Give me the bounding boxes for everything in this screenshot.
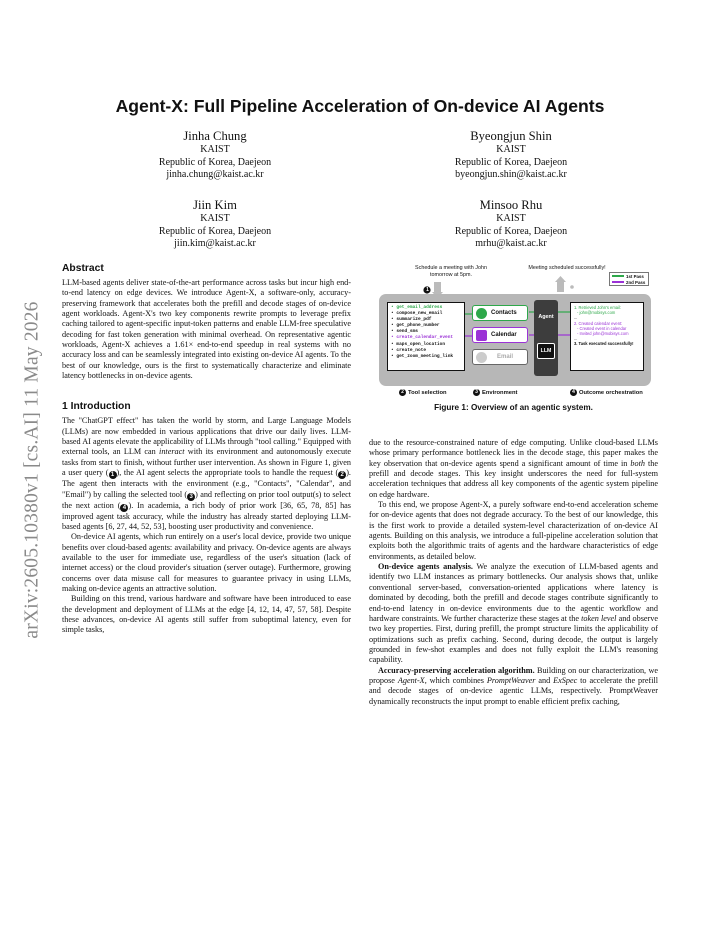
stage-label: 4 Outcome orchestration <box>570 389 643 396</box>
step-badge: 1 <box>109 471 117 479</box>
author-email: byeongjun.shin@kaist.ac.kr <box>455 169 567 181</box>
author-location: Republic of Korea, Daejeon <box>158 156 272 168</box>
figure-result-message: Meeting scheduled successfully! <box>528 265 606 271</box>
arxiv-stamp <box>18 260 48 680</box>
body-paragraph: To this end, we propose Agent-X, a purely software end-to-end acceleration scheme for on-device agents that does not degrade accuracy. To the best of our knowledge, this is the first work to provide a detailed system-level characterization of on-device AI agents. Building on this analysis, we introduce a full-pipeline acceleration solution that exploits both the algorithmic traits of agents and the hardware characteristics of edge environments, as detailed below. <box>369 500 658 561</box>
body-paragraph: On-device agents analysis. We analyze the execution of LLM-based agents and identify two LLM instances as primary bottlenecks. Our analysis shows that, unlike conventional server-based, conversation-oriented applications where latency is dominated by decoding, both the prefill and decode stages contribute significantly to end-to-end latency in on-device environments due to the agentic workflow and hardware constraints. We further characterize these stages at the token level and observe two key properties. First, during prefill, the prompt structure limits the applicability of optimizations such as prefix caching. Second, during decode, the output is largely grounded in few-shot examples and does not fully exploit the LLM's reasoning capability. <box>369 562 658 665</box>
email-icon <box>476 352 487 363</box>
paper-title: Agent-X: Full Pipeline Acceleration of On-device AI Agents <box>115 96 605 116</box>
outcome-line: - Created event in calendar <box>577 325 627 331</box>
author-location: Republic of Korea, Daejeon <box>454 225 568 237</box>
author-affiliation: KAIST <box>496 144 526 155</box>
author-name: Jinha Chung <box>183 129 247 143</box>
tool-item: • send_sms <box>391 329 419 335</box>
figure-user-query: Schedule a meeting with John tomorrow at 5pm. <box>415 265 487 278</box>
legend-entry: 2nd Pass <box>610 279 648 285</box>
author-affiliation: KAIST <box>496 213 526 224</box>
outcome-line: - john@mobisys.com <box>577 310 616 316</box>
abstract-text: LLM-based agents deliver state-of-the-art performance across tasks but incur high end-to-end latency on edge devices. We introduce Agent-X, a software-only, accuracy-preserving framework that accelerates both the prefill and decode stages of on-device agent workloads. Agent-X's two key components rewrite prompts to leverage prefix caching tailored to agent-specific input-token patterns and enable LLM-free speculative decoding for fast token generation with minimal overhead. On representative agentic workloads, Agent-X achieves a 1.61× end-to-end speedup in real systems with no accuracy loss and can be seamlessly integrated into existing on-device AI agents. To the best of our knowledge, ours is the first to systematically characterize and eliminate latency bottlenecks in on-device agents. <box>62 278 351 381</box>
agent-label: Agent <box>538 314 554 320</box>
llm-chip: LLM <box>537 343 555 359</box>
author-affiliation: KAIST <box>200 213 230 224</box>
author-block <box>85 128 345 182</box>
step-badge: 2 <box>338 471 346 479</box>
author-block <box>85 197 345 251</box>
outcome-line: 3. Task executed successfully! <box>574 341 634 347</box>
figure-caption: Figure 1: Overview of an agentic system. <box>434 403 593 412</box>
author-block <box>381 128 641 182</box>
intro-paragraph: Building on this trend, various hardware and software have been introduced to ease the development and deployment of LLMs at the edge [4, 12, 14, 47, 57, 58]. Despite these advances, on-device AI agents still suffer from suboptimal latency, even for simple tasks, <box>62 594 351 635</box>
contacts-icon <box>476 308 487 319</box>
env-contacts: Contacts <box>472 305 528 321</box>
step-badge: 1 <box>426 286 429 293</box>
intro-paragraph: The "ChatGPT effect" has taken the world by storm, and Large Language Models (LLMs) are now embedded in various applications that drive our daily lives. LLM-based AI agents elevate the applicability of LLMs through "tool calling." Equipped with external tools, an LLM can interact with its environment and autonomously execute tasks from start to finish, without further user intervention. As shown in Figure 1, given a user query ( 1 ), the AI agent selects the appropriate tools to handle the request ( 2 ). The agent then interacts with the environment (e.g., "Contacts", "Calendar", and "Email") by calling the selected tool ( 3 ) and reflecting on prior tool output(s) to select the next action ( 4 ). In academia, a rich body of prior work [36, 65, 78, 85] has improved agent task accuracy, while the industry has already started deploying LLM-based agents [6, 27, 44, 52, 53], boosting user productivity and convenience. <box>62 416 351 531</box>
tool-item: • create_calendar_event <box>391 335 454 341</box>
arxiv-stamp-text: arXiv:2605.10380v1 [cs.AI] 11 May 2026 <box>22 301 43 639</box>
stage-label: 2 Tool selection <box>399 389 447 396</box>
author-block <box>381 197 641 251</box>
right-column <box>369 438 658 707</box>
env-calendar: Calendar <box>472 327 528 343</box>
figure-1 <box>369 262 658 414</box>
abstract-heading: Abstract <box>62 263 104 274</box>
step-badge: 3 <box>187 493 195 501</box>
env-email: Email <box>472 349 528 365</box>
tool-item: • get_phone_number <box>391 323 440 329</box>
tool-item: • maps_open_location <box>391 341 446 347</box>
calendar-icon <box>476 330 487 341</box>
author-name: Byeongjun Shin <box>470 129 552 143</box>
outcome-line: 1. Retrieved John's email: <box>574 305 621 310</box>
tool-item: • get_zoom_meeting_link <box>391 353 454 359</box>
legend-entry: 1st Pass <box>610 273 648 279</box>
author-email: jinha.chung@kaist.ac.kr <box>166 169 264 181</box>
body-paragraph: Accuracy-preserving acceleration algorithm. Building on our characterization, we propose Agent-X, which combines PromptWeaver and ExSpec to accelerate the prefill and decode stages of on-device agentic LLMs, respectively. PromptWeaver dynamically reconstructs the input prompt to enable efficient prefix caching, <box>369 665 659 706</box>
intro-paragraph: On-device AI agents, which run entirely on a user's local device, provide two unique benefits over cloud-based agents: availability and privacy. On-device agents are always available to the user for immediate use, regardless of the user's situation (lack of internet access) or the cloud provider's situation (server outage). Furthermore, growing concerns over data misuse call for measures to guarantee privacy in using LLMs, making on-device agents an attractive solution. <box>62 532 351 593</box>
outcome-line: - Invited john@mobisys.com <box>577 331 629 337</box>
outcome-line: 2. Created calendar event: <box>574 320 623 326</box>
tool-item: • create_note <box>391 347 427 353</box>
author-email: jiin.kim@kaist.ac.kr <box>174 238 256 250</box>
step-badge: 4 <box>120 504 128 512</box>
figure-outcome-box <box>570 302 644 371</box>
author-location: Republic of Korea, Daejeon <box>454 156 568 168</box>
outcome-line: ... <box>574 315 578 321</box>
author-location: Republic of Korea, Daejeon <box>158 225 272 237</box>
author-name: Jiin Kim <box>193 198 237 212</box>
body-paragraph: due to the resource-constrained nature of edge computing. Unlike cloud-based LLMs whose primary performance bottleneck lies in the decode stage, this paper makes the key observation that on-device agents spend a significant amount of time in both the prefill and decode stages. This key insight underscores the need for full-system acceleration techniques that address all key components of the agentic system pipeline on edge hardware. <box>369 438 658 499</box>
tool-item: • compose_new_email <box>391 311 443 317</box>
stage-label: 3 Environment <box>473 389 517 396</box>
left-column <box>62 262 351 636</box>
agent-box <box>534 300 558 376</box>
intro-heading: 1 Introduction <box>62 401 131 413</box>
tool-item: • summarize_pdf <box>391 317 432 323</box>
author-name: Minsoo Rhu <box>479 198 543 212</box>
outcome-line: ... <box>574 336 578 342</box>
author-email: mrhu@kaist.ac.kr <box>475 238 547 250</box>
tool-item: • get_email_address <box>391 305 443 310</box>
author-affiliation: KAIST <box>200 144 230 155</box>
